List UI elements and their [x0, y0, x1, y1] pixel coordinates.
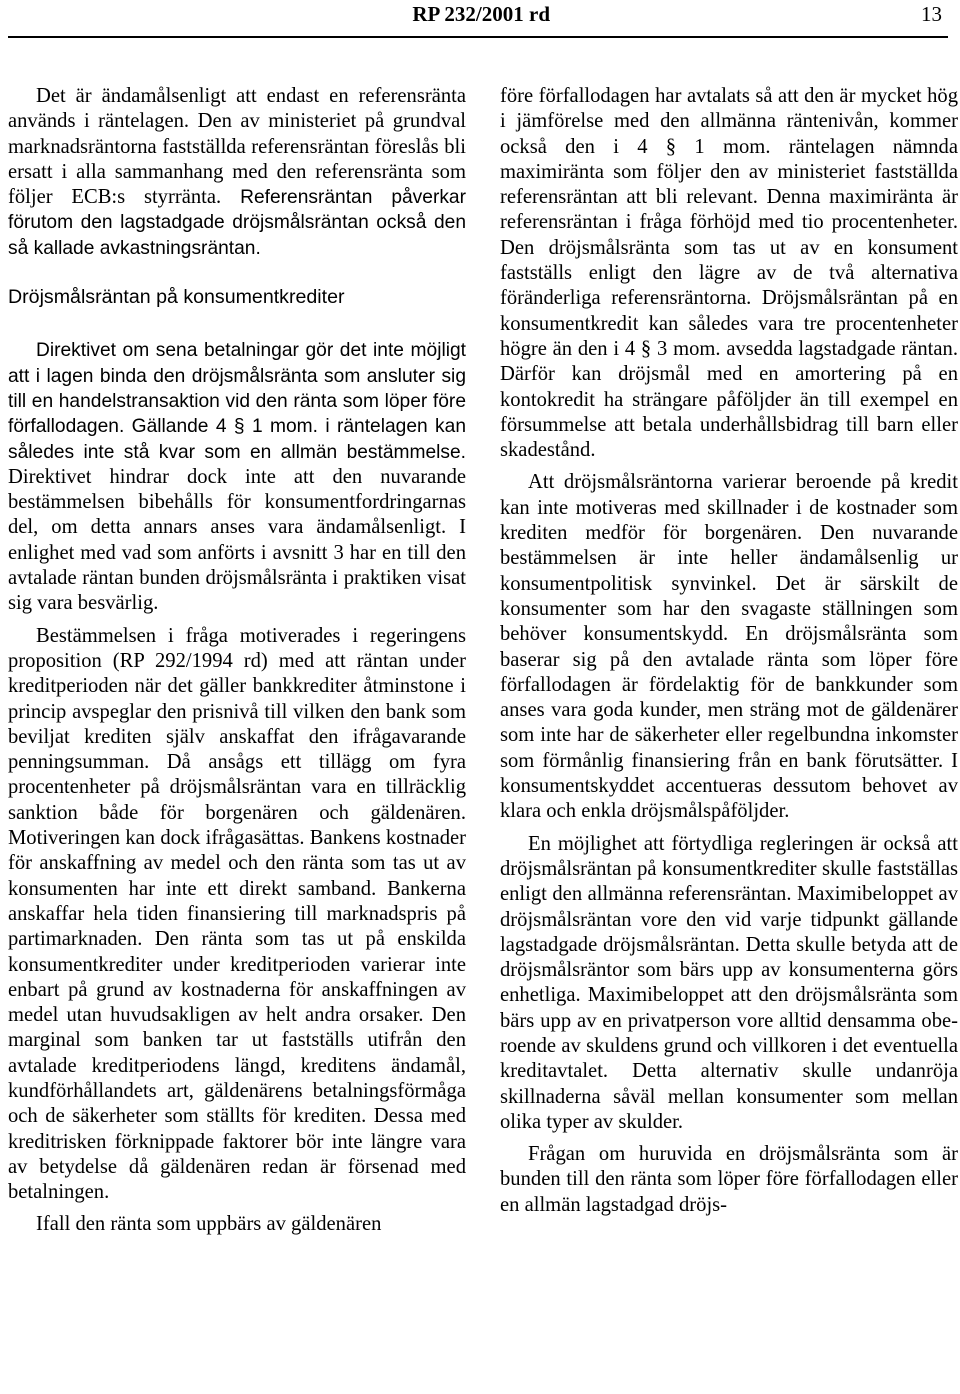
paragraph-directive	[8, 338, 466, 616]
paragraph-text: Direktivet hindrar dock inte att den nuvarande bestämmelsen bibehålls för konsumentfordringarnas del, om detta annars anses vara ändamålsenligt. I enlighet med vad som anförts i avsnitt 3 har en till den avtalade räntan bunden dröjsmålsränta i praktiken visat sig vara besvärlig.	[8, 465, 466, 615]
left-column	[8, 84, 466, 1238]
paragraph-text-sans: Direktivet om sena betalningar gör det inte möjligt att i lagen binda den dröjsmålsränta som ansluter sig till en handelstransaktion vid den ränta som löper före förfallodagen. Gällande 4 § 1 mom.	[8, 340, 466, 438]
paragraph-general-reference-rate: En möjlighet att förtydliga regleringen är också att dröjsmålsräntan på konsumentkrediter skulle fastställas enligt den allmänna referensräntan. Maximibeloppet av dröjsmålsräntan vore den vid varje tidpunkt gällande lagstadgade dröjsmålsräntan. Detta skulle betyda att de dröjsmålsräntor som bärs upp av konsumenterna görs enhetliga. Maximibeloppet att den dröjsmålsränta som bärs upp av en privatperson vore alltid densamma oberoende av skuldens grund och villkoren i det eventuella kreditavtalet. Detta alternativ skulle undanröja skillnaderna såväl mellan konsumenter som mellan olika typer av skulder.	[500, 832, 958, 1133]
paragraph-reference-rate	[8, 84, 466, 261]
section-heading: Dröjsmålsräntan på konsumentkrediter	[8, 286, 345, 309]
paragraph-continued: Ifall den ränta som uppbärs av gäldenären	[36, 1213, 382, 1236]
page-header	[8, 0, 948, 38]
document-id: RP 232/2001 rd	[412, 2, 550, 26]
paragraph-question: Frågan om huruvida en dröjsmålsränta som är bunden till den ränta som löper före förfallodagen eller en allmän lagstadgad dröjs-	[500, 1143, 958, 1216]
page-number: 13	[921, 2, 942, 26]
paragraph-text-sans: i räntelagen kan således inte stå kvar som en allmän bestämmelse.	[8, 416, 466, 463]
right-column	[500, 84, 958, 1218]
paragraph-maximum-rate: före förfallodagen har avtalats så att den är mycket hög i jämförelse med den allmänna räntenivån, kommer också den i 4 § 1 mom. räntelagen nämnda maximiränta som följer den av ministeriet fastställda referensräntan att bli relevant. Denna maximiränta är referensräntan i fråga förhöjd med tio procentenheter. Den dröjsmålsränta som tas ut av en konsument fastställs enligt den lägre av de två alternativa föränderliga referensräntorna. Dröjsmålsräntan på en konsumentkredit kan således vara tre procentenheter högre än den i 4 § 3 mom. avsedda lagstadgade räntan. Därför kan dröjsmål med en amortering på en kontokredit ha strängare påföljder än till exempel en försummelse att betala underhållsbidrag till barn eller skadestånd.	[500, 85, 958, 462]
paragraph-cost-differences: Att dröjsmålsräntorna varierar beroende på kredit kan inte motiveras med skillnader i de kostnader som krediten medför för borgenären. Den nuvarande bestämmelsen är inte heller ändamålsenlig ur konsumentpolitisk synvinkel. Det är särskilt de konsumenter som har den svagaste ställningen som behöver konsumentskydd. En dröjsmålsränta som baserar sig på den avtalade ränta som löper före förfallodagen är fördelaktig för de bankkunder som anses vara goda kunder, men sträng mot de gäldenärer som inte har de säkerheter eller regelbundna inkomster som förmånlig finansiering från en bank förutsätter. I konsumentskyddet accentueras dessutom behovet av klara och enkla dröjsmålspåföljder.	[500, 471, 958, 823]
paragraph-proposition: Bestämmelsen i fråga motiverades i regeringens proposition (RP 292/1994 rd) med att räntan under kreditperioden när det gäller bankkrediter åtminstone i princip avspeglar den prisnivå till vilken den bank som beviljat krediten själv anskaffat den ifrågavarande penningsumman. Då ansågs ett tillägg om fyra procentenheter på dröjsmålsräntan vara en tillräcklig sanktion både för borgenären och gäldenären. Motiveringen kan dock ifrågasättas. Bankens kostnader för anskaffning av medel och den ränta som tas ut av konsumenten har inte ett direkt samband. Bankerna anskaffar hela tiden finansiering till marknadspris på partimarknaden. Den ränta som tas ut på enskilda konsumentkrediter under kreditperioden varierar inte enbart på grund av kostnaderna för anskaffningen av medel utan huvudsakligen av helt andra orsaker. Den marginal som banken tar ut fastställs utifrån den avtalade kreditperiodens längd, kreditens ändamål, kundförhållandets art, gäldenärens betalningsförmåga och de säkerheter som ställts för krediten. Dessa med kreditrisken förknippade faktorer bör inte längre vara av betydelse då gäldenären redan är försenad med betalningen.	[8, 624, 466, 1204]
paragraph-text: Det är ändamålsenligt att endast en referensränta används i räntelagen. Den av ministeriet på grundval marknadsräntorna fastställda referensräntan föreslås bli ersatt i alla sammanhang med den referensränta som följer ECB:s styrränta.	[8, 85, 466, 209]
paragraph-text-sans: Referensräntan påverkar förutom den lagstadgade dröjsmålsräntan också den så kallade avkastningsräntan.	[8, 187, 466, 259]
